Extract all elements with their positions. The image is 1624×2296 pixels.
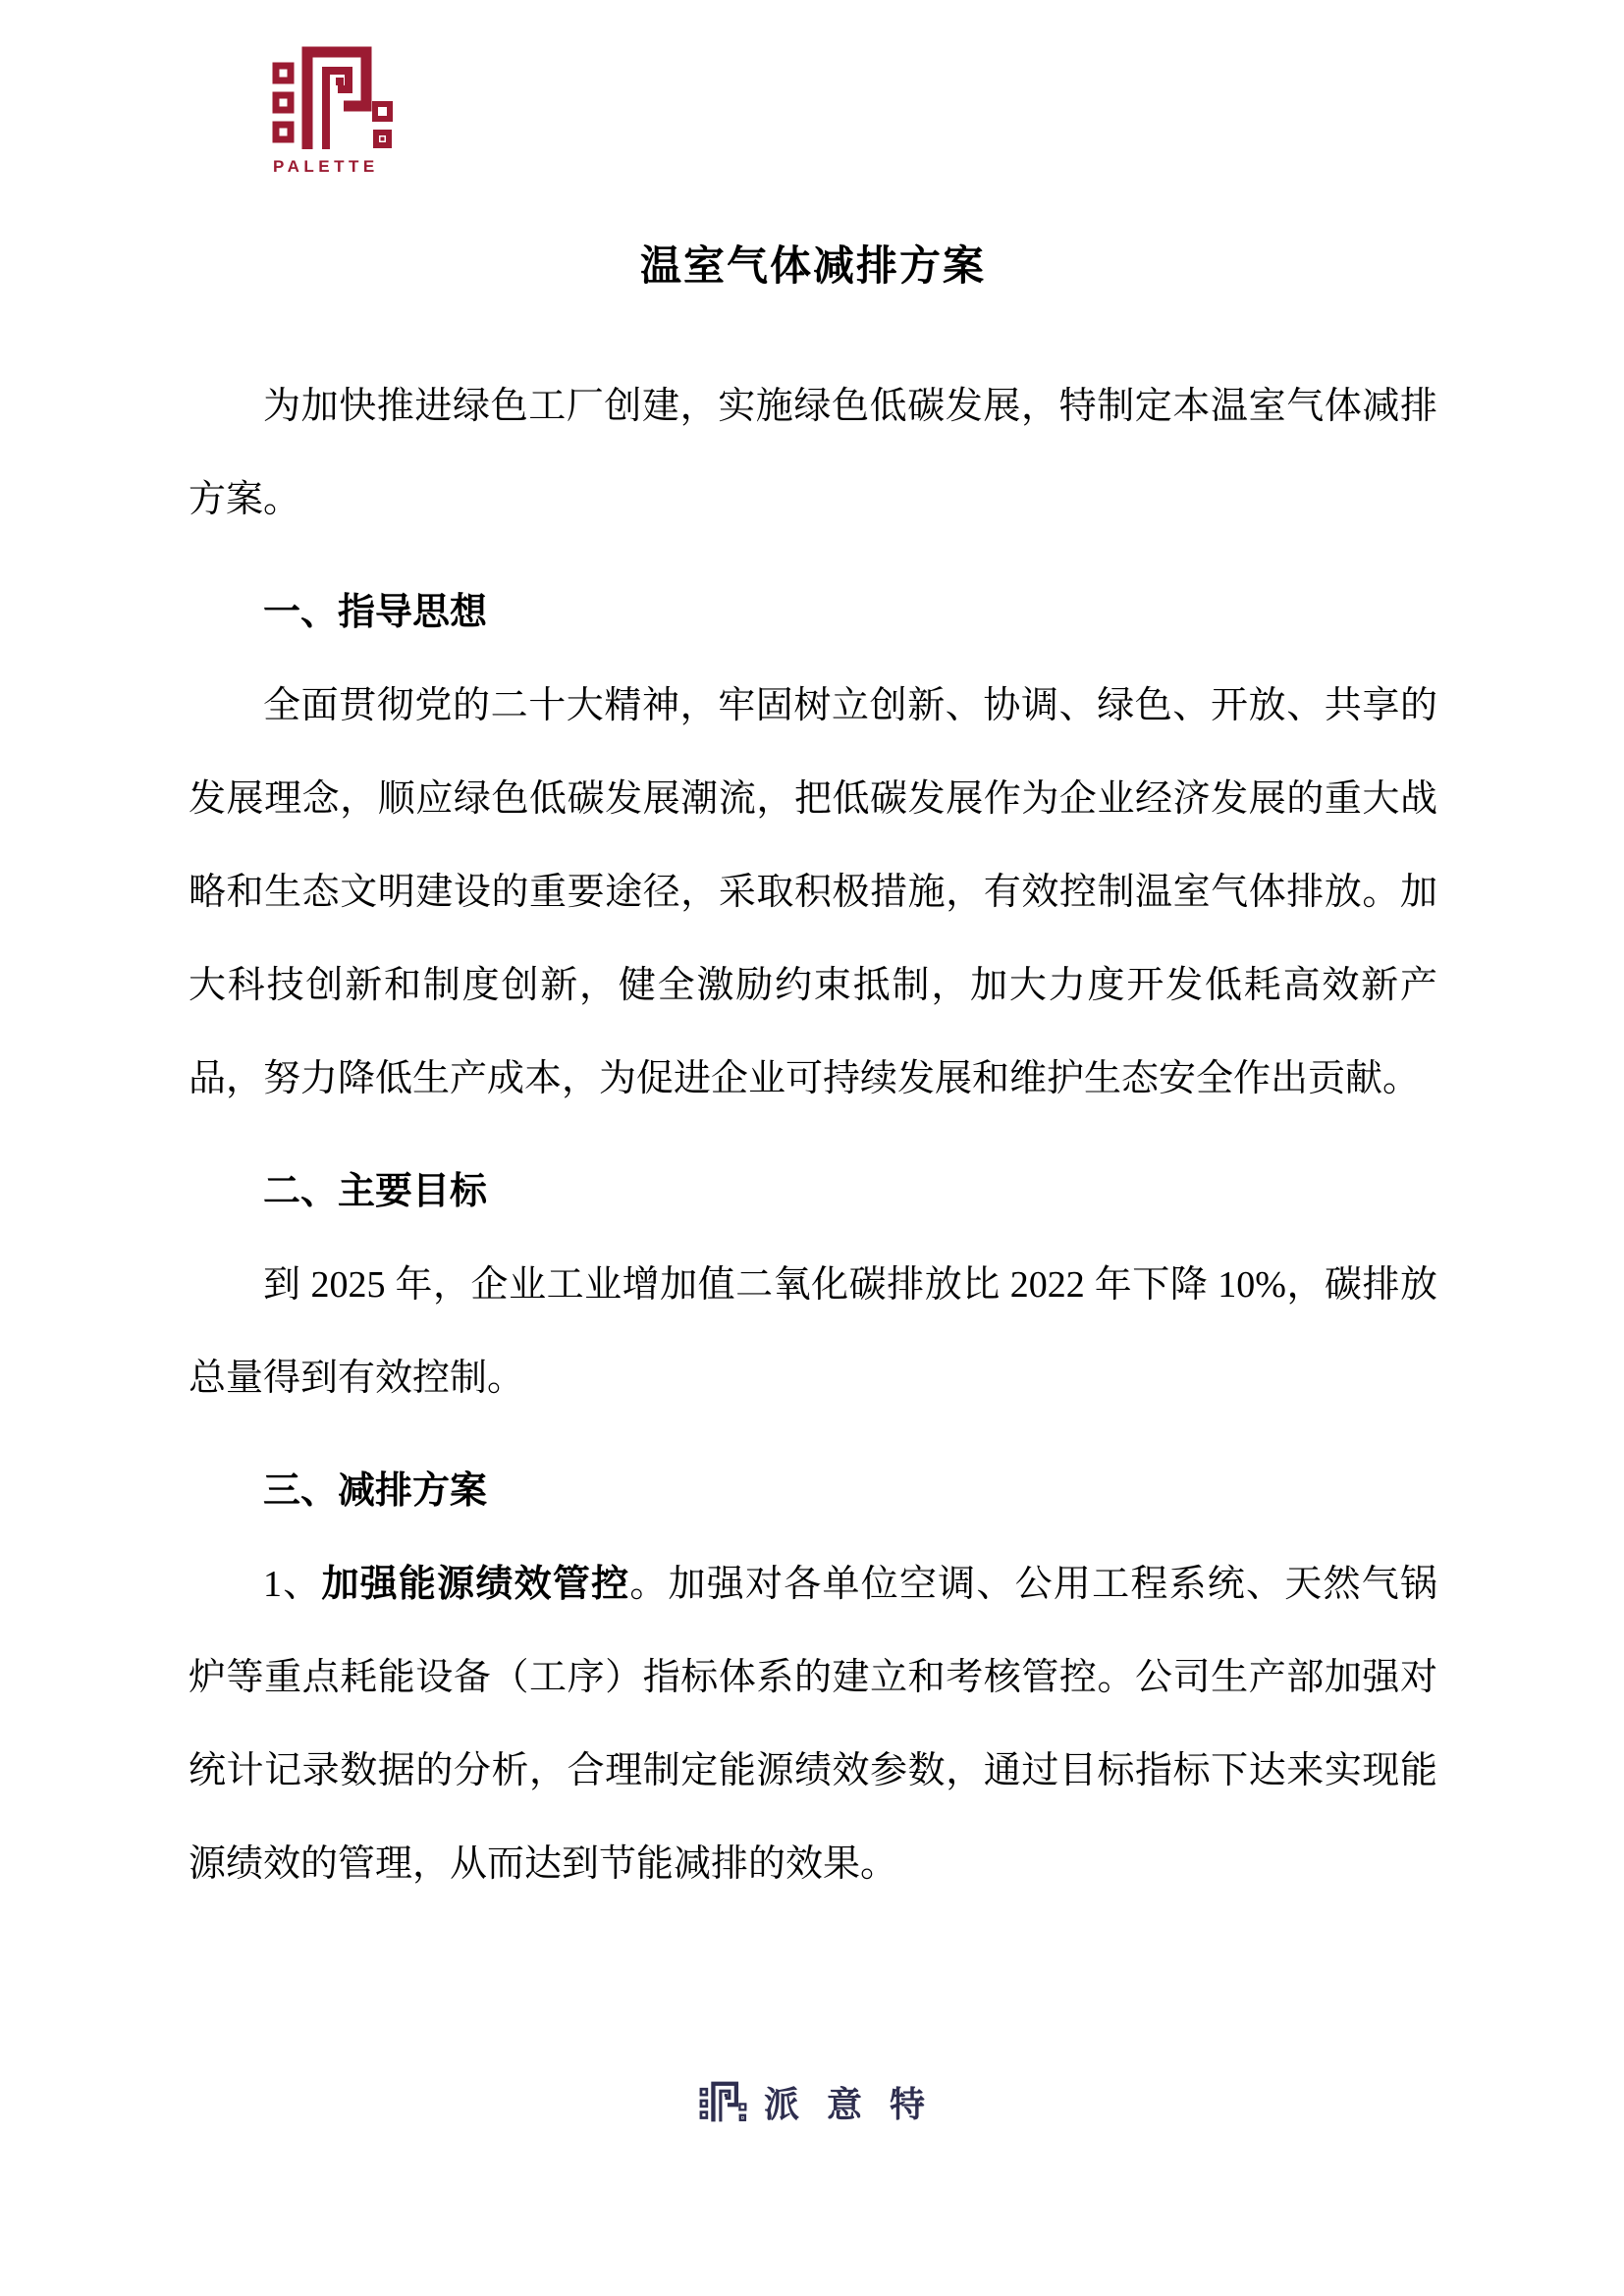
- section-body-1: 全面贯彻党的二十大精神，牢固树立创新、协调、绿色、开放、共享的发展理念，顺应绿色低碳发展潮流，把低碳发展作为企业经济发展的重大战略和生态文明建设的重要途径，采取积极措施，有效控制温室气体排放。加大科技创新和制度创新，健全激励约束抵制，加大力度开发低耗高效新产品，努力降低生产成本，为促进企业可持续发展和维护生态安全作出贡献。: [189, 685, 1437, 1099]
- section-item-1: [189, 1538, 1437, 1911]
- item-lead-bold: 加强能源绩效管控: [321, 1564, 630, 1605]
- section-heading-3: 三、减排方案: [263, 1470, 488, 1512]
- page-title: 温室气体减排方案: [639, 244, 986, 290]
- paiyite-maze-logo-icon: [699, 2081, 748, 2123]
- intro-paragraph: 为加快推进绿色工厂创建，实施绿色低碳发展，特制定本温室气体减排方案。: [189, 386, 1437, 520]
- item-body-text: 。加强对各单位空调、公用工程系统、天然气锅炉等重点耗能设备（工序）指标体系的建立和考核管控。公司生产部加强对统计记录数据的分析，合理制定能源绩效参数，通过目标指标下达来实现能源绩效的管理，从而达到节能减排的效果。: [189, 1564, 1437, 1885]
- palette-logo-wordmark: PALETTE: [273, 157, 379, 176]
- section-heading-2: 二、主要目标: [263, 1171, 488, 1212]
- item-number: 1、: [263, 1564, 322, 1605]
- palette-maze-logo-icon: [271, 45, 397, 153]
- section-body-2: 到 2025 年，企业工业增加值二氧化碳排放比 2022 年下降 10%，碳排放总量得到有效控制。: [189, 1264, 1437, 1399]
- section-heading-1: 一、指导思想: [263, 592, 488, 633]
- palette-logo: [271, 45, 397, 177]
- footer-brand: [0, 2077, 1624, 2127]
- footer-brand-text: 派意特: [763, 2084, 952, 2124]
